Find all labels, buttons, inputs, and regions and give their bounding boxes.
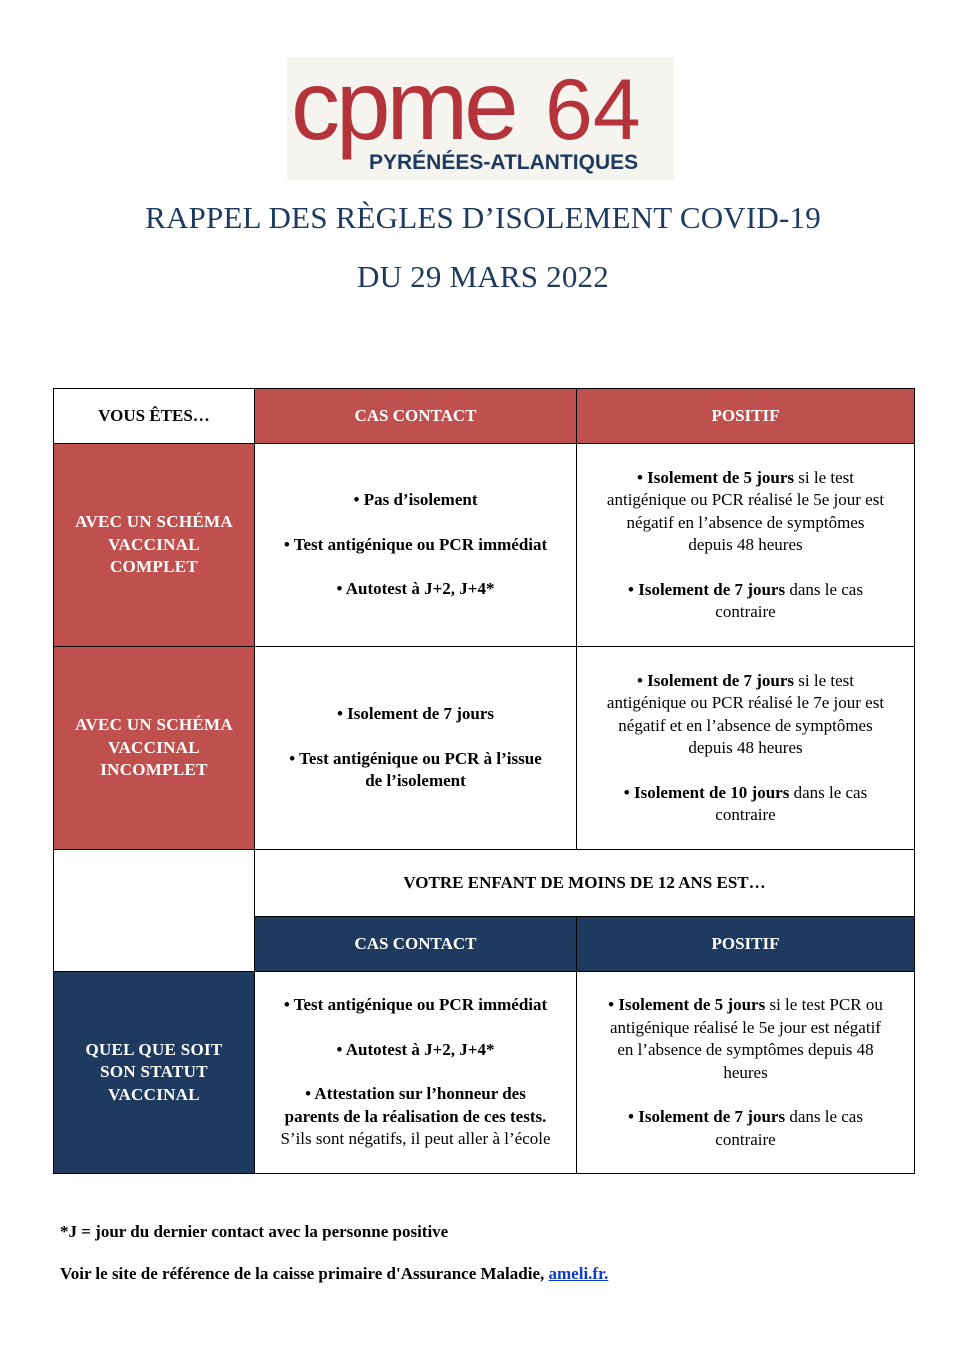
bullet-isolement-7: • Isolement de 7 jours <box>336 704 495 724</box>
logo-number: 64 <box>545 62 641 158</box>
cell-contact-incomplet: • Isolement de 7 jours • Test antigénique ou PCR à l’issue de l’isolement <box>255 647 577 850</box>
corner-label: VOUS ÊTES… <box>54 389 255 444</box>
reference-line <box>60 1264 608 1284</box>
reference-text: Voir le site de référence de la caisse primaire d'Assurance Maladie, <box>60 1264 549 1283</box>
cell-contact-enfant: • Test antigénique ou PCR immédiat • Autotest à J+2, J+4* • Attestation sur l’honneur des parents de la réalisation de ces tests. S’ils sont négatifs, il peut aller à l’école <box>255 972 577 1174</box>
col-header-positif: POSITIF <box>577 389 915 444</box>
row-label-complet: AVEC UN SCHÉMA VACCINAL COMPLET <box>54 444 255 647</box>
child-col-header-positif: POSITIF <box>577 917 915 972</box>
bullet-test-issue: • Test antigénique ou PCR à l’issue <box>289 748 542 768</box>
child-blank-corner <box>54 850 255 972</box>
bullet-pas-isolement: • Pas d’isolement <box>353 490 478 510</box>
child-col-header-contact: CAS CONTACT <box>255 917 577 972</box>
page-subtitle-date: DU 29 MARS 2022 <box>357 259 609 294</box>
footnote-j: *J = jour du dernier contact avec la personne positive <box>60 1222 449 1241</box>
cell-contact-complet <box>255 444 577 647</box>
bullet-test-immediat: • Test antigénique ou PCR immédiat <box>283 534 548 554</box>
cell-positif-complet: • Isolement de 5 jours si le test antigénique ou PCR réalisé le 5e jour est négatif en l’absence de symptômes depuis 48 heures • Isolement de 7 jours dans le cas contraire <box>577 444 915 647</box>
row-label-incomplet: AVEC UN SCHÉMA VACCINAL INCOMPLET <box>54 647 255 850</box>
logo-region: PYRÉNÉES-ATLANTIQUES <box>369 151 639 174</box>
child-section-header: VOTRE ENFANT DE MOINS DE 12 ANS EST… <box>255 850 915 917</box>
cpme64-logo <box>287 57 674 180</box>
page-title: RAPPEL DES RÈGLES D’ISOLEMENT COVID-19 <box>145 200 821 235</box>
logo-brand: cpme <box>291 57 515 160</box>
cell-positif-incomplet: • Isolement de 7 jours si le test antigénique ou PCR réalisé le 7e jour est négatif et en l’absence de symptômes depuis 48 heures • Isolement de 10 jours dans le cas contraire <box>577 647 915 850</box>
bullet-autotest: • Autotest à J+2, J+4* <box>336 579 495 599</box>
cell-positif-enfant: • Isolement de 5 jours si le test PCR ou antigénique réalisé le 5e jour est négatif en l’absence de symptômes depuis 48 heures • Isolement de 7 jours dans le cas contraire <box>577 972 915 1174</box>
isolation-rules-table <box>53 388 915 1174</box>
ameli-link[interactable]: ameli.fr. <box>548 1264 609 1283</box>
col-header-contact: CAS CONTACT <box>255 389 577 444</box>
row-label-enfant: QUEL QUE SOIT SON STATUT VACCINAL <box>54 972 255 1174</box>
